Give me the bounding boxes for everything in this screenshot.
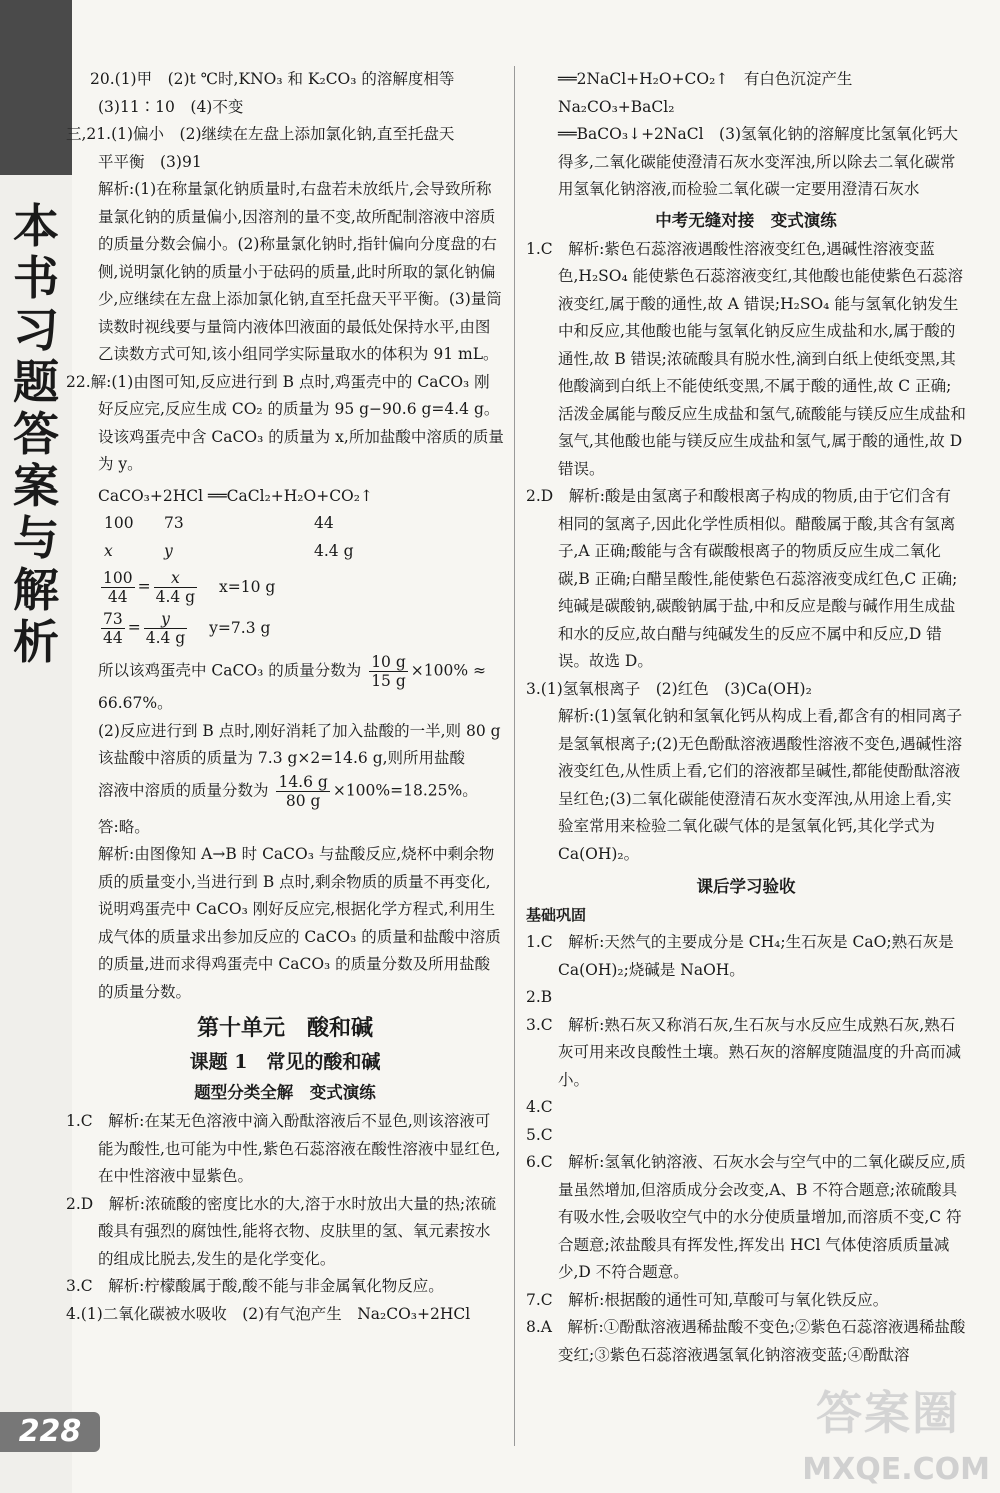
s-answer-1: 1.C 解析:在某无色溶液中滴入酚酞溶液后不显色,则该溶液可能为酸性,也可能为中性,紫色石蕊溶液在酸性溶液中显红色,在中性溶液中显紫色。: [66, 1112, 501, 1185]
co2-mass: 4.4 g: [314, 541, 354, 560]
frac-num: 73: [103, 610, 123, 628]
frac-den: 44: [107, 588, 128, 606]
watermark-url: MXQE.COM: [802, 1452, 990, 1487]
k-answer-1: 1.C 解析:天然气的主要成分是 CH₄;生石灰是 CaO;熟石灰是 Ca(OH)₂;烧碱是 NaOH。: [526, 933, 954, 979]
reaction-equation: CaCO₃+2HCl ══CaCl₂+H₂O+CO₂↑: [98, 486, 373, 505]
q22-explanation: 解析:由图像知 A→B 时 CaCO₃ 与盐酸反应,烧杯中剩余物质的质量变小,当进行到 B 点时,剩余物质的质量不再变化,说明鸡蛋壳中 CaCO₃ 刚好反应完,根据化学方程式,利用生成气体的质量求出参加反应的 CaCO₃ 的质量和盐酸中溶质的质量,进而求得鸡蛋壳中 CaCO₃ 的质量分数及所用盐酸的质量分数。: [98, 845, 501, 1001]
fraction-eq-1: $\frac{100}{44}$ = $\frac{x}{4.4 g}$ x=10 g: [103, 569, 276, 606]
q21-line2: 平平衡 (3)91: [98, 152, 202, 171]
k-answer-6: 6.C 解析:氢氧化钠溶液、石灰水会与空气中的二氧化碳反应,质量虽然增加,但溶质成分会改变,A、B 不符合题意;浓硫酸具有吸水性,会吸收空气中的水分使质量增加,而溶质不变,C 符合题意;浓盐酸具有挥发性,挥发出 HCl 气体使溶质质量减少,D 不符合题意。: [526, 1153, 966, 1281]
fraction: [154, 569, 198, 606]
page-number: 228: [0, 1412, 100, 1452]
r-answer-3-explanation: 解析:(1)氢氧化钠和氢氧化钙从构成上看,都含有的相同离子是氢氧根离子;(2)无色酚酞溶液遇酸性溶液不变色,遇碱性溶液变红色,从性质上看,它们的溶液都呈碱性,都能使酚酞溶液呈红色;(3)二氧化碳能使澄清石灰水变浑浊,从用途上看,实验室常用来检验二氧化碳气体的是氢氧化钙,其化学式为 Ca(OH)₂。: [558, 707, 963, 863]
mass-fraction-text: 所以该鸡蛋壳中 CaCO₃ 的质量分数为: [98, 661, 362, 680]
molar-mass-row: [66, 510, 504, 538]
molar-mass-hcl: 73: [164, 514, 184, 532]
continuation-1: ══2NaCl+H₂O+CO₂↑ 有白色沉淀产生 Na₂CO₃+BaCl₂: [558, 70, 868, 116]
fraction: [276, 773, 329, 810]
frac-num: x: [154, 569, 198, 588]
sidebar-char: 习: [13, 303, 59, 357]
mass-fraction-line: [66, 653, 504, 690]
section-title-2: 中考无缝对接 变式演练: [655, 210, 837, 230]
sidebar-char: 案: [13, 459, 59, 513]
column-divider: [514, 66, 515, 1446]
result-y: y=7.3 g: [209, 618, 271, 637]
k-answer-2: 2.B: [526, 988, 553, 1006]
part2-post: ×100%=18.25%。: [332, 781, 478, 799]
part2-result-line: [66, 773, 504, 810]
variable-row: [66, 538, 504, 566]
frac-den: 15 g: [371, 672, 406, 690]
watermark: [750, 1377, 990, 1487]
left-column: [66, 66, 504, 1328]
unit-title: 第十单元 酸和碱: [196, 1015, 373, 1041]
mass-fraction-result: 66.67%。: [98, 694, 173, 712]
r-answer-1: 1.C 解析:紫色石蕊溶液遇酸性溶液变红色,遇碱性溶液变蓝色,H₂SO₄ 能使紫色石蕊溶液变红,其他酸也能使紫色石蕊溶液变红,属于酸的通性,故 A 错误;H₂SO₄ 能与氢氧化钠发生中和反应,其他酸也能与氢氧化钠反应生成盐和水,属于酸的通性,故 B 错误;浓硫酸具有脱水性,滴到白纸上使纸变黑,其他酸滴到白纸上不能使纸变黑,不属于酸的通性,故 C 正确;活泼金属能与酸反应生成盐和氢气,硫酸能与镁反应生成盐和氢气,其他酸也能与镁反应生成盐和氢气,属于酸的通性,故 D 错误。: [526, 239, 966, 478]
sidebar-top-strip: [0, 0, 72, 175]
var-x: x: [104, 541, 113, 560]
fraction: [101, 610, 125, 647]
k-answer-7: 7.C 解析:根据酸的通性可知,草酸可与氧化铁反应。: [526, 1290, 889, 1309]
q21-explanation: 解析:(1)在称量氯化钠质量时,右盘若未放纸片,会导致所称量氯化钠的质量偏小,因溶剂的量不变,故所配制溶液中溶质的质量分数会偏小。(2)称量氯化钠时,指针偏向分度盘的右侧,说明氯化钠的质量小于砝码的质量,此时所取的氯化钠偏少,应继续在左盘上添加氯化钠,直至托盘天平平衡。(3)量筒读数时视线要与量筒内液体凹液面的最低处保持水平,由图乙读数方式可知,该小组同学实际量取水的体积为 91 mL。: [98, 180, 502, 363]
s-answer-3: 3.C 解析:柠檬酸属于酸,酸不能与非金属氧化物反应。: [66, 1277, 444, 1295]
frac-den: 4.4 g: [155, 588, 196, 606]
fraction: [369, 653, 408, 690]
q20-line1: 20.(1)甲 (2)t ℃时,KNO₃ 和 K₂CO₃ 的溶解度相等: [90, 70, 455, 88]
frac-num: y: [144, 610, 188, 629]
frac-den: 80 g: [285, 791, 321, 810]
continuation-2: ══BaCO₃↓+2NaCl (3)氢氧化钠的溶解度比氢氧化钙大得多,二氧化碳能使澄清石灰水变浑浊,所以除去二氧化碳常用氢氧化钠溶液,而检验二氧化碳一定要用澄清石灰水: [558, 125, 958, 198]
frac-den: 44: [103, 629, 123, 647]
frac-num: 10 g: [371, 653, 406, 671]
section-title-3: 课后学习验收: [696, 877, 796, 896]
q22-intro: 22.解:(1)由图可知,反应进行到 B 点时,鸡蛋壳中的 CaCO₃ 刚好反应完,反应生成 CO₂ 的质量为 95 g−90.6 g=4.4 g。设该鸡蛋壳中含 CaCO₃ 的质量为 x,所加盐酸中溶质的质量为 y。: [66, 372, 504, 473]
k-answer-5: 5.C: [526, 1125, 553, 1144]
fraction-eq-2: $\frac{73}{44}$ = $\frac{y}{4.4 g}$ y=7.3 g: [103, 610, 271, 647]
section-title: 题型分类全解 变式演练: [194, 1083, 376, 1102]
sidebar-title: [6, 200, 66, 668]
q20-line2: (3)11∶10 (4)不变: [98, 97, 244, 116]
fraction: [144, 610, 188, 647]
sidebar-char: 书: [13, 251, 59, 305]
k-answer-4: 4.C: [526, 1098, 553, 1116]
fraction: [101, 569, 135, 606]
frac-num: 100: [103, 569, 133, 587]
part2-result-text: 溶液中溶质的质量分数为: [98, 781, 269, 799]
s-answer-4: 4.(1)二氧化碳被水吸收 (2)有气泡产生 Na₂CO₃+2HCl: [66, 1304, 471, 1323]
r-answer-3: 3.(1)氢氧根离子 (2)红色 (3)Ca(OH)₂: [526, 679, 812, 698]
k-answer-3: 3.C 解析:熟石灰又称消石灰,生石灰与水反应生成熟石灰,熟石灰可用来改良酸性土壤。熟石灰的溶解度随温度的升高而减小。: [526, 1015, 962, 1089]
mass-fraction-post: ×100% ≈: [410, 661, 486, 680]
frac-num: 14.6 g: [278, 772, 328, 791]
answer-line: 答:略。: [98, 817, 150, 836]
sidebar: [0, 0, 72, 1493]
right-column: [526, 66, 966, 1369]
part2-text: (2)反应进行到 B 点时,刚好消耗了加入盐酸的一半,则 80 g 该盐酸中溶质的质量为 7.3 g×2=14.6 g,则所用盐酸: [98, 721, 501, 767]
molar-mass-co2: 44: [314, 514, 334, 532]
sidebar-char: 本: [13, 199, 59, 253]
lesson-title: 课题 1 常见的酸和碱: [189, 1051, 381, 1073]
frac-den: 4.4 g: [145, 629, 186, 647]
watermark-logo: 答案圈: [816, 1386, 960, 1440]
sidebar-char: 答: [13, 407, 59, 461]
var-y: y: [164, 541, 173, 560]
subsection-title: 基础巩固: [526, 906, 587, 924]
sidebar-char: 题: [13, 355, 59, 409]
k-answer-8: 8.A 解析:①酚酞溶液遇稀盐酸不变色;②紫色石蕊溶液遇稀盐酸变红;③紫色石蕊溶液遇氢氧化钠溶液变蓝;④酚酞溶: [526, 1318, 966, 1364]
r-answer-2: 2.D 解析:酸是由氢离子和酸根离子构成的物质,由于它们含有相同的氢离子,因此化学性质相似。醋酸属于酸,其含有氢离子,A 正确;酸能与含有碳酸根离子的物质反应生成二氧化碳,B 正确;白醋呈酸性,能使紫色石蕊溶液变成红色,C 正确;纯碱是碳酸钠,碳酸钠属于盐,中和反应是酸与碱作用生成盐和水的反应,故白醋与纯碱发生的反应不属中和反应,D 错误。故选 D。: [526, 487, 958, 670]
sidebar-char: 与: [13, 511, 59, 565]
molar-mass-caco3: 100: [104, 514, 134, 532]
sidebar-char: 析: [13, 615, 59, 669]
result-x: x=10 g: [219, 577, 276, 596]
q21-line1: 三,21.(1)偏小 (2)继续在左盘上添加氯化钠,直至托盘天: [66, 125, 455, 143]
sidebar-char: 解: [13, 563, 59, 617]
s-answer-2: 2.D 解析:浓硫酸的密度比水的大,溶于水时放出大量的热;浓硫酸具有强烈的腐蚀性,能将衣物、皮肤里的氢、氧元素按水的组成比脱去,发生的是化学变化。: [66, 1194, 497, 1268]
